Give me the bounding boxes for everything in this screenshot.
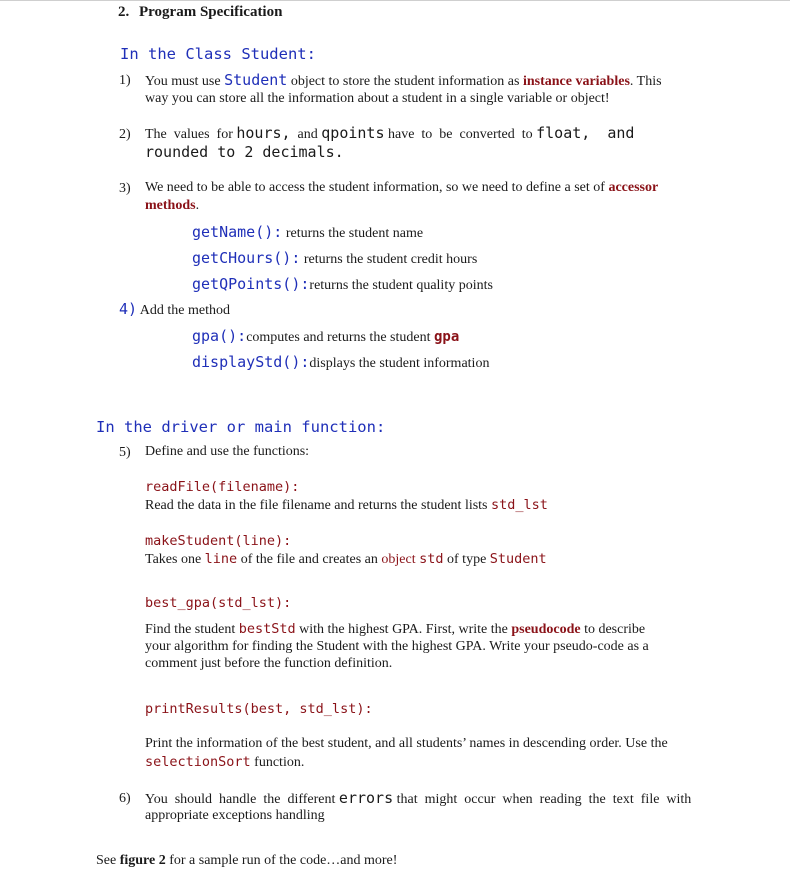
func-readfile-desc — [145, 496, 548, 515]
item-4-number: 4) — [119, 300, 138, 318]
method-getqpoints — [192, 275, 493, 295]
func-bestgpa-highlight: pseudocode — [511, 622, 581, 637]
item-2-code-qpoints: qpoints — [321, 124, 385, 142]
section-title: Program Specification — [139, 4, 283, 20]
method-gpa — [192, 327, 459, 347]
func-printresults-sig: printResults(best, std_lst): — [145, 701, 373, 717]
item-6-number: 6) — [119, 791, 131, 806]
item-1-line2: way you can store all the information about a student in a single variable or object! — [145, 91, 610, 106]
func-printresults-code: selectionSort — [145, 754, 251, 770]
item-5-number: 5) — [119, 445, 131, 460]
func-readfile-text: Read the data in the file filename and returns the student lists — [145, 498, 492, 513]
func-bestgpa-line1 — [145, 620, 645, 639]
func-readfile-code: std_lst — [491, 497, 548, 513]
section-heading — [118, 3, 282, 21]
item-6-code-errors: errors — [338, 789, 394, 807]
func-readfile-sig: readFile(filename): — [145, 479, 300, 495]
top-divider — [0, 0, 790, 1]
func-makestudent-code-std: std — [419, 551, 444, 567]
item-6-line2: appropriate exceptions handling — [145, 808, 325, 823]
item-3-text-a: We need to be able to access the student information, so we need to define a set of — [145, 180, 609, 195]
item-2-text-b: and — [290, 127, 322, 142]
item-2-code-float: float, — [536, 124, 591, 142]
method-getchours-sig: getCHours(): — [192, 249, 301, 267]
method-gpa-highlight: gpa — [433, 329, 460, 345]
func-printresults-text: function. — [250, 755, 305, 770]
func-makestudent-code-line: line — [204, 551, 238, 567]
section-number: 2. — [118, 4, 130, 20]
method-getchours — [192, 249, 477, 269]
func-bestgpa-text-b: with the highest GPA. First, write the — [295, 622, 512, 637]
item-1-number: 1) — [119, 73, 131, 88]
method-getchours-desc: returns the student credit hours — [300, 252, 478, 267]
item-1-line1 — [145, 71, 662, 91]
func-makestudent-desc — [145, 550, 547, 569]
item-3-highlight-methods: methods — [145, 198, 196, 213]
method-getname-sig: getName(): — [192, 223, 283, 241]
func-makestudent-sig: makeStudent(line): — [145, 533, 292, 549]
footer-text-b: for a sample run of the code…and more! — [165, 853, 398, 868]
class-heading: In the Class Student: — [120, 45, 316, 63]
item-3-period: . — [195, 198, 200, 213]
func-printresults-line2 — [145, 753, 304, 772]
item-2-code-hours: hours, — [236, 124, 291, 142]
method-getqpoints-sig: getQPoints(): — [192, 275, 310, 293]
method-displaystd-sig: displayStd(): — [192, 353, 310, 371]
func-bestgpa-code: bestStd — [238, 621, 296, 637]
func-makestudent-object: object — [381, 552, 416, 567]
item-5-text: Define and use the functions: — [145, 444, 310, 459]
item-1-highlight: instance variables — [522, 74, 630, 89]
item-3-number: 3) — [119, 181, 131, 196]
item-3-line1 — [145, 179, 658, 197]
func-printresults-line1: Print the information of the best student, and all students’ names in descending order. Use the — [145, 736, 668, 751]
footer-figure-ref: figure 2 — [119, 853, 166, 868]
item-4-text: Add the method — [137, 303, 230, 318]
item-6-text-a: You should handle the different — [145, 792, 339, 807]
method-displaystd — [192, 353, 489, 373]
method-gpa-desc: computes and returns the student — [246, 330, 434, 345]
item-2-text-c: have to be converted to — [384, 127, 537, 142]
func-bestgpa-line2: your algorithm for finding the Student with the highest GPA. Write your pseudo-code as a — [145, 639, 649, 654]
item-2-number: 2) — [119, 127, 131, 142]
item-1-code: Student — [224, 71, 288, 89]
item-1-text-a: You must use — [145, 74, 225, 89]
method-displaystd-desc: displays the student information — [309, 356, 490, 371]
item-3-line2 — [145, 197, 199, 215]
func-makestudent-text-b: of the file and creates an — [237, 552, 382, 567]
func-bestgpa-text-c: to describe — [580, 622, 646, 637]
item-1-text-c: . This — [629, 74, 662, 89]
func-bestgpa-sig: best_gpa(std_lst): — [145, 595, 292, 611]
method-gpa-sig: gpa(): — [192, 327, 247, 345]
method-getqpoints-desc: returns the student quality points — [309, 278, 493, 293]
item-2-line1 — [145, 124, 634, 144]
driver-heading: In the driver or main function: — [96, 418, 386, 436]
method-getname — [192, 223, 423, 243]
item-6-text-b: that might occur when reading the text file with — [393, 792, 692, 807]
item-3-highlight-accessor: accessor — [608, 180, 659, 195]
item-2-text-a: The values for — [145, 127, 237, 142]
func-bestgpa-line3: comment just before the function definition. — [145, 656, 393, 671]
func-makestudent-text-c: of type — [443, 552, 490, 567]
func-bestgpa-text-a: Find the student — [145, 622, 239, 637]
footer-text-a: See — [96, 853, 120, 868]
method-getname-desc: returns the student name — [282, 226, 424, 241]
footer-note — [96, 852, 397, 870]
func-makestudent-text-a: Takes one — [145, 552, 205, 567]
func-makestudent-code-student: Student — [489, 551, 547, 567]
item-1-text-b: object to store the student information as — [287, 74, 523, 89]
item-2-line2: rounded to 2 decimals. — [145, 143, 344, 161]
item-2-code-and: and — [598, 124, 635, 142]
item-4-line — [119, 300, 230, 320]
item-6-line1 — [145, 789, 691, 809]
